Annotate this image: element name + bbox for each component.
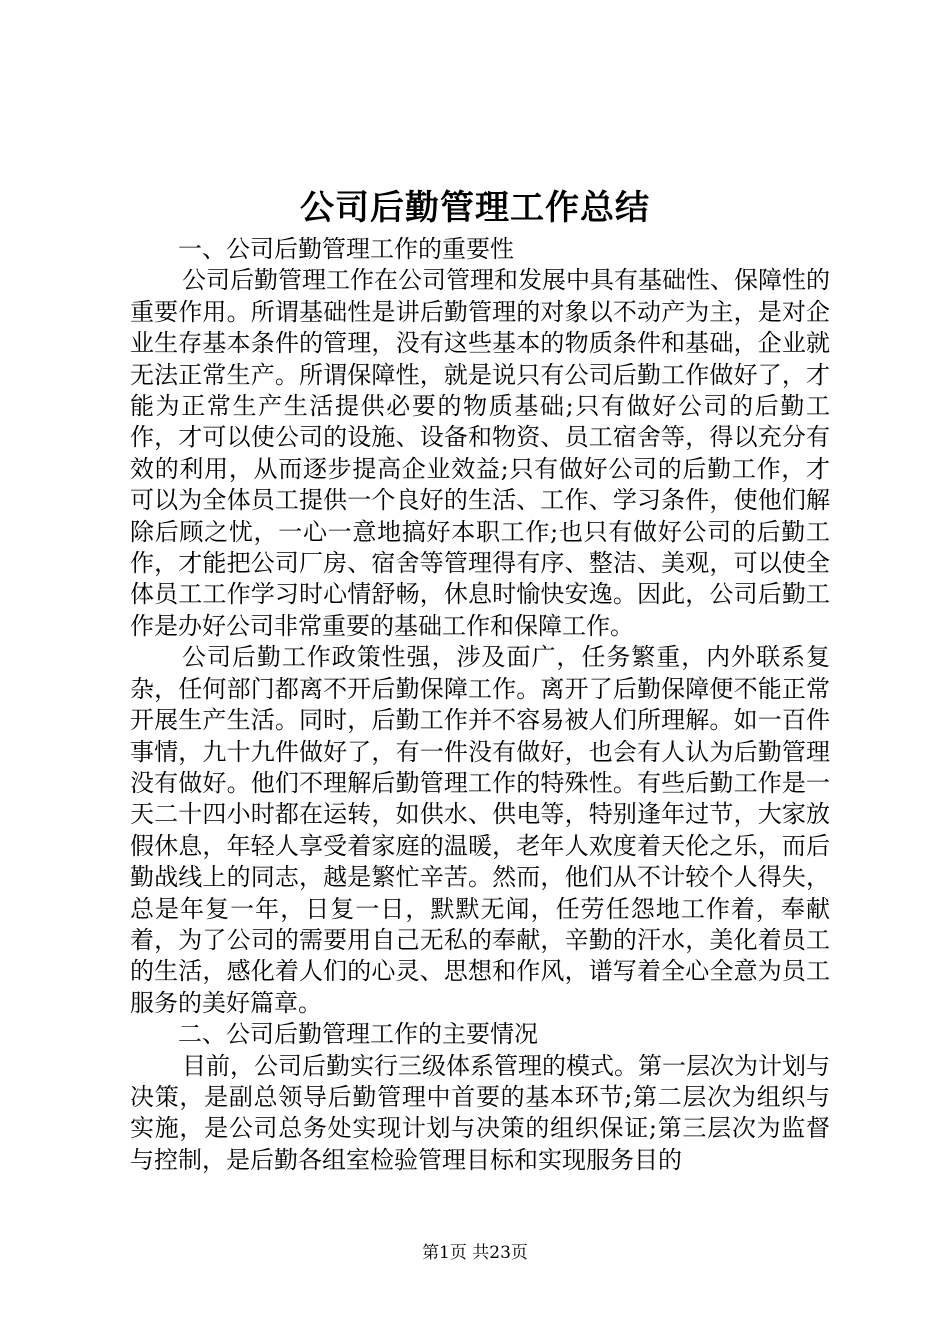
document-body — [130, 234, 830, 1176]
page-number-footer: 第1页 共23页 — [422, 1243, 528, 1263]
section-heading: 二、公司后勤管理工作的主要情况 — [178, 1020, 538, 1049]
section-heading: 一、公司后勤管理工作的重要性 — [178, 235, 514, 263]
body-paragraph: 公司后勤管理工作在公司管理和发展中具有基础性、保障性的重要作用。所谓基础性是讲后勤管理的对象以不动产为主，是对企业生存基本条件的管理，没有这些基本的物质条件和基础，企业就无法正常生产。所谓保障性，就是说只有公司后勤工作做好了，才能为正常生产生活提供必要的物质基础;只有做好公司的后勤工作，才可以使公司的设施、设备和物资、员工宿舍等，得以充分有效的利用，从而逐步提高企业效益;只有做好公司的后勤工作，才可以为全体员工提供一个良好的生活、工作、学习条件，使他们解除后顾之忧，一心一意地搞好本职工作;也只有做好公司的后勤工作，才能把公司厂房、宿舍等管理得有序、整洁、美观，可以使全体员工工作学习时心情舒畅，休息时愉快安逸。因此，公司后勤工作是办好公司非常重要的基础工作和保障工作。 — [130, 266, 830, 640]
body-paragraph: 公司后勤工作政策性强，涉及面广，任务繁重，内外联系复杂，任何部门都离不开后勤保障工作。离开了后勤保障便不能正常开展生产生活。同时，后勤工作并不容易被人们所理解。如一百件事情，九十九件做好了，有一件没有做好，也会有人认为后勤管理没有做好。他们不理解后勤管理工作的特殊性。有些后勤工作是一天二十四小时都在运转，如供水、供电等，特别逢年过节，大家放假休息，年轻人享受着家庭的温暖，老年人欢度着天伦之乐，而后勤战线上的同志，越是繁忙辛苦。然而，他们从不计较个人得失，总是年复一年，日复一日，默默无闻，任劳任怨地工作着，奉献着，为了公司的需要用自己无私的奉献，辛勤的汗水，美化着员工的生活，感化着人们的心灵、思想和作风，谱写着全心全意为员工服务的美好篇章。 — [130, 643, 830, 1017]
section-main-situation — [130, 1019, 830, 1176]
section-importance — [130, 234, 830, 1019]
body-paragraph: 目前，公司后勤实行三级体系管理的模式。第一层次为计划与决策，是副总领导后勤管理中首要的基本环节;第二层次为组织与实施，是公司总务处实现计划与决策的组织保证;第三层次为监督与控制，是后勤各组室检验管理目标和实现服务目的 — [130, 1051, 830, 1174]
document-title: 公司后勤管理工作总结 — [300, 188, 650, 228]
